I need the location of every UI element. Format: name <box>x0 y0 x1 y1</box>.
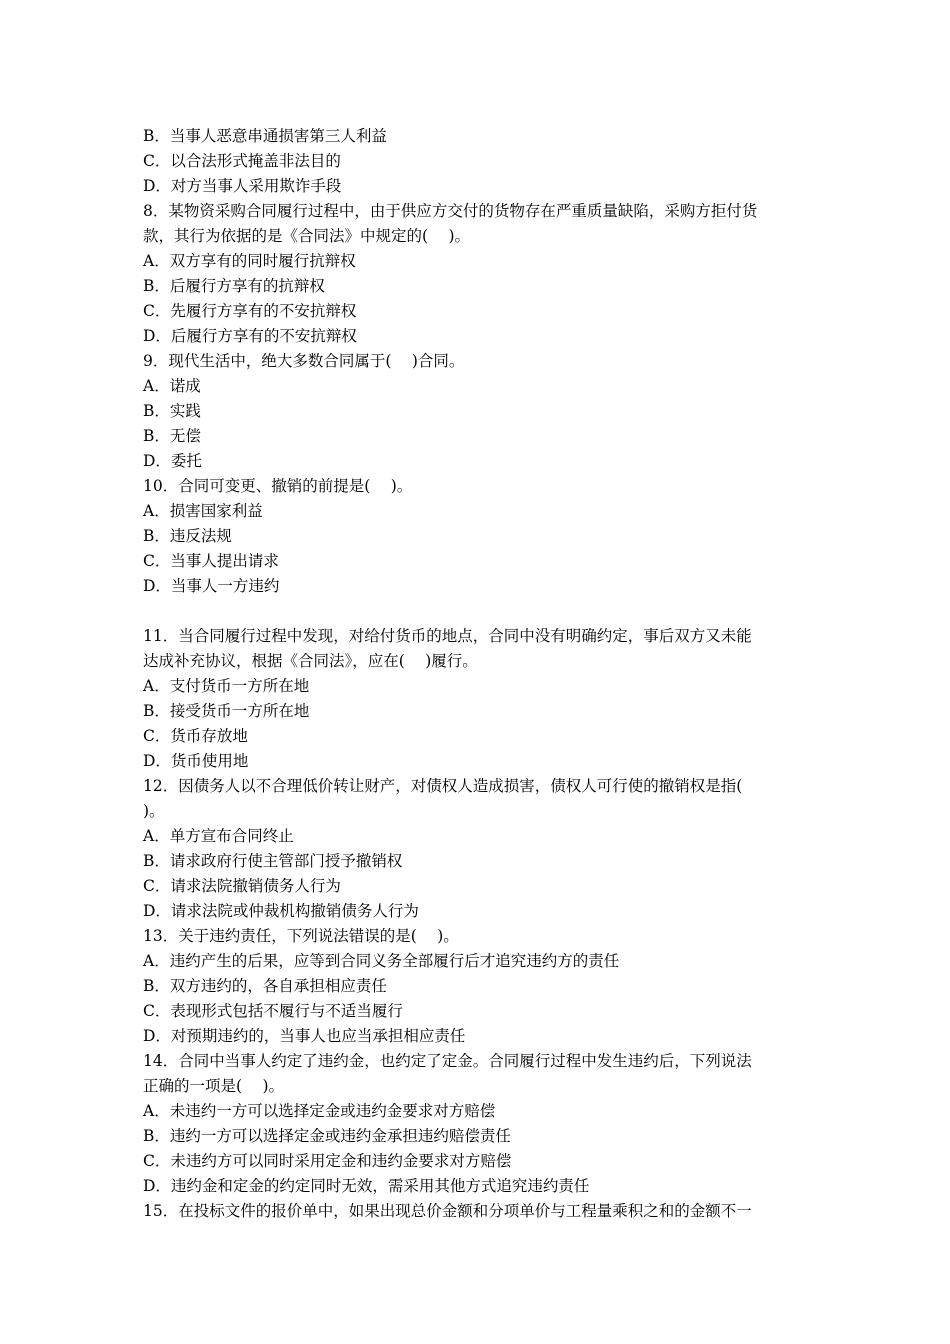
text-line: 13．关于违约责任，下列说法错误的是( )。 <box>143 927 459 945</box>
text-line: D．委托 <box>143 452 202 470</box>
text-line: 正确的一项是( )。 <box>143 1077 285 1095</box>
text-line: C．当事人提出请求 <box>143 552 279 570</box>
text-line: )。 <box>143 802 165 820</box>
text-line: D．对方当事人采用欺诈手段 <box>143 177 342 195</box>
text-line: A．违约产生的后果，应等到合同义务全部履行后才追究违约方的责任 <box>143 952 620 970</box>
text-line: D．货币使用地 <box>143 752 249 770</box>
text-line: B．接受货币一方所在地 <box>143 702 310 720</box>
text-line: A．支付货币一方所在地 <box>143 677 310 695</box>
text-line: A．损害国家利益 <box>143 502 263 520</box>
text-line: D．违约金和定金的约定同时无效，需采用其他方式追究违约责任 <box>143 1177 590 1195</box>
text-line: D．请求法院或仲裁机构撤销债务人行为 <box>143 902 419 920</box>
text-line: B．违约一方可以选择定金或违约金承担违约赔偿责任 <box>143 1127 511 1145</box>
text-line: D．对预期违约的，当事人也应当承担相应责任 <box>143 1027 466 1045</box>
text-line: C．以合法形式掩盖非法目的 <box>143 152 341 170</box>
text-line: B．实践 <box>143 402 201 420</box>
text-line: 11．当合同履行过程中发现，对给付货币的地点，合同中没有明确约定，事后双方又未能 <box>143 627 752 645</box>
text-line: 12．因债务人以不合理低价转让财产，对债权人造成损害，债权人可行使的撤销权是指( <box>143 777 743 795</box>
text-line: C．先履行方享有的不安抗辩权 <box>143 302 357 320</box>
text-line: B．请求政府行使主管部门授予撤销权 <box>143 852 403 870</box>
text-line: C．未违约方可以同时采用定金和违约金要求对方赔偿 <box>143 1152 512 1170</box>
text-line: 14．合同中当事人约定了违约金，也约定了定金。合同履行过程中发生违约后，下列说法 <box>143 1052 752 1070</box>
text-line: C．表现形式包括不履行与不适当履行 <box>143 1002 403 1020</box>
text-line: 款，其行为依据的是《合同法》中规定的( )。 <box>143 227 471 245</box>
text-line: A．诺成 <box>143 377 201 395</box>
text-line: B．后履行方享有的抗辩权 <box>143 277 325 295</box>
question-text <box>143 124 815 1224</box>
text-line: A．单方宣布合同终止 <box>143 827 294 845</box>
text-line: 达成补充协议，根据《合同法》，应在( )履行。 <box>143 652 478 670</box>
text-line: C．货币存放地 <box>143 727 248 745</box>
text-line: D．后履行方享有的不安抗辩权 <box>143 327 357 345</box>
text-line: B．当事人恶意串通损害第三人利益 <box>143 127 387 145</box>
text-line: 8．某物资采购合同履行过程中，由于供应方交付的货物存在严重质量缺陷，采购方拒付货 <box>143 202 758 220</box>
text-line: B．违反法规 <box>143 527 232 545</box>
text-line: 15．在投标文件的报价单中，如果出现总价金额和分项单价与工程量乘积之和的金额不一 <box>143 1202 752 1220</box>
text-line: B．无偿 <box>143 427 201 445</box>
text-line: D．当事人一方违约 <box>143 577 280 595</box>
text-line: B．双方违约的，各自承担相应责任 <box>143 977 387 995</box>
text-line: A．双方享有的同时履行抗辩权 <box>143 252 356 270</box>
text-line: 10．合同可变更、撤销的前提是( )。 <box>143 477 413 495</box>
text-line: A．未违约一方可以选择定金或违约金要求对方赔偿 <box>143 1102 496 1120</box>
blank-line <box>143 599 815 624</box>
text-line: 9．现代生活中，绝大多数合同属于( )合同。 <box>143 352 465 370</box>
text-line: C．请求法院撤销债务人行为 <box>143 877 341 895</box>
